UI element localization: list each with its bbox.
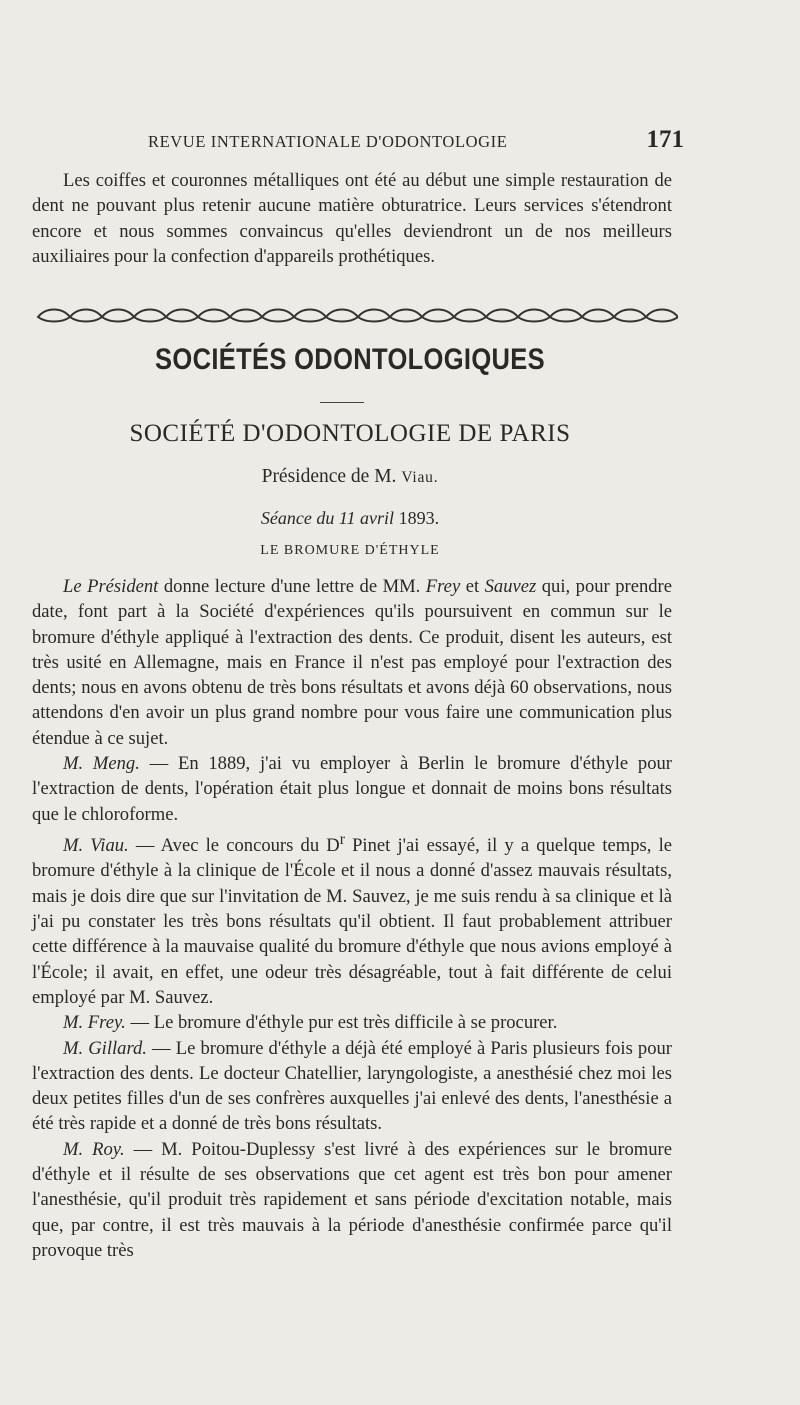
- paragraph-text: — Avec le concours du D: [128, 835, 340, 857]
- ornament-link: [550, 310, 582, 322]
- intro-paragraph: Les coiffes et couronnes métalliques ont été au début une simple restauration de dent ne pouvant plus retenir aucune matière obturatrice. Leurs services s'étendront encore et nous sommes convaincus qu'elles deviendront un de nos meilleurs auxiliaires pour la confection d'appareils prothétiques.: [32, 170, 672, 267]
- ornament-link: [326, 310, 358, 322]
- presidency-prefix: Présidence de M.: [261, 466, 397, 487]
- ornament-link: [70, 310, 102, 322]
- presidency-line: [0, 466, 700, 488]
- paragraph-text: et: [460, 576, 485, 597]
- paragraph-text: Pinet j'ai essayé, il y a quelque temps, le bromure d'éthyle à la clinique de l'École et il nous a donné d'assez mauvais résultats, mais je dois dire que sur l'invitation de M. Sauvez, je me suis rendu à sa clinique et là j'ai pu constater les très bons résultats qu'il obtient. Il faut probablement attribuer cette différence à la mauvaise qualité du bromure d'éthyle que nous avions employé à l'École; il avait, en effet, une odeur très désagréable, tout à fait différente de celui employé par M. Sauvez.: [32, 835, 672, 1008]
- page-number: 171: [646, 126, 684, 153]
- paragraph-text: — Le bromure d'éthyle pur est très difficile à se procurer.: [125, 1012, 558, 1034]
- minutes-paragraph: [32, 574, 672, 751]
- intro-paragraph-block: [32, 168, 672, 269]
- session-label: Séance du 11 avril: [260, 508, 395, 528]
- ornament-link: [358, 310, 390, 322]
- ornament-link: [134, 310, 166, 322]
- ornament-link: [582, 310, 614, 322]
- minutes-paragraph: [32, 1036, 672, 1137]
- speaker-name: M. Viau.: [63, 835, 129, 857]
- ornament-link: [102, 310, 134, 322]
- ornament-link: [38, 310, 70, 322]
- minutes-paragraph: [32, 827, 672, 1010]
- ornament-link: [230, 310, 262, 322]
- society-name: SOCIÉTÉ D'ODONTOLOGIE DE PARIS: [129, 420, 571, 447]
- decorative-rule-ornament: [30, 303, 678, 327]
- minutes-paragraph: [32, 1010, 672, 1035]
- paragraph-text: qui, pour prendre date, font part à la Société d'expériences qu'ils poursuivent en commun sur le bromure d'éthyle appliqué à l'extraction des dents. Ce produit, disent les auteurs, est très usité en Allemagne, mais en France il n'est pas employé pour l'extraction des dents; nous en avons obtenu de très bons résultats et avons déjà 60 observations, nous attendons d'en avoir un plus grand nombre pour vous faire une communication plus étendue à ce sujet.: [32, 576, 672, 749]
- ornament-link: [294, 310, 326, 322]
- ornament-link: [262, 310, 294, 322]
- ornament-link: [646, 310, 678, 322]
- president-name: Viau.: [401, 469, 439, 486]
- ornament-link: [166, 310, 198, 322]
- speaker-name: M. Meng.: [63, 753, 140, 775]
- speaker-name: M. Gillard.: [63, 1037, 147, 1059]
- session-year: 1893.: [398, 508, 440, 528]
- topic-heading: LE BROMURE D'ÉTHYLE: [260, 543, 440, 558]
- speaker-name: M. Roy.: [63, 1138, 125, 1160]
- ornament-link: [454, 310, 486, 322]
- speaker-name: Le Président: [63, 576, 159, 597]
- ornament-link: [198, 310, 230, 322]
- ornament-link: [390, 310, 422, 322]
- minutes-paragraph: [32, 751, 672, 827]
- speaker-name: Frey: [425, 576, 461, 597]
- ornament-link: [422, 310, 454, 322]
- paragraph-text: — Le bromure d'éthyle a déjà été employé à Paris plusieurs fois pour l'extraction des dents. Le docteur Chatellier, laryngologiste, a anesthésié chez moi les deux petites filles d'un de ses confrères auxquelles j'ai enlevé des dents, l'anesthésie a été très rapide et a donné de très bons résultats.: [32, 1037, 672, 1135]
- paragraph-text: — En 1889, j'ai vu employer à Berlin le bromure d'éthyle pour l'extraction de dents, l'opération était plus longue et donnait de moins bons résultats que le chloroforme.: [32, 753, 672, 825]
- minutes-block: [32, 574, 672, 1263]
- section-heading: SOCIÉTÉS ODONTOLOGIQUES: [155, 343, 545, 376]
- paragraph-text: donne lecture d'une lettre de MM.: [158, 576, 426, 597]
- session-date: [0, 508, 700, 529]
- running-title: REVUE INTERNATIONALE D'ODONTOLOGIE: [148, 132, 508, 151]
- superscript: r: [339, 830, 345, 848]
- minutes-paragraph: [32, 1137, 672, 1263]
- paragraph-text: — M. Poitou-Duplessy s'est livré à des expériences sur le bromure d'éthyle et il résulte de ses observations que cet agent est très bon pour amener l'anesthésie, qu'il produit très rapidement et sans période d'excitation notable, mais que, par contre, il est très mauvais à la période d'anesthésie confirmée parce qu'il provoque très: [32, 1138, 672, 1261]
- ornament-link: [486, 310, 518, 322]
- ornament-link: [518, 310, 550, 322]
- heading-rule: [320, 402, 364, 403]
- speaker-name: Sauvez: [484, 576, 537, 597]
- running-head: [148, 128, 684, 156]
- ornament-link: [614, 310, 646, 322]
- speaker-name: M. Frey.: [63, 1012, 126, 1034]
